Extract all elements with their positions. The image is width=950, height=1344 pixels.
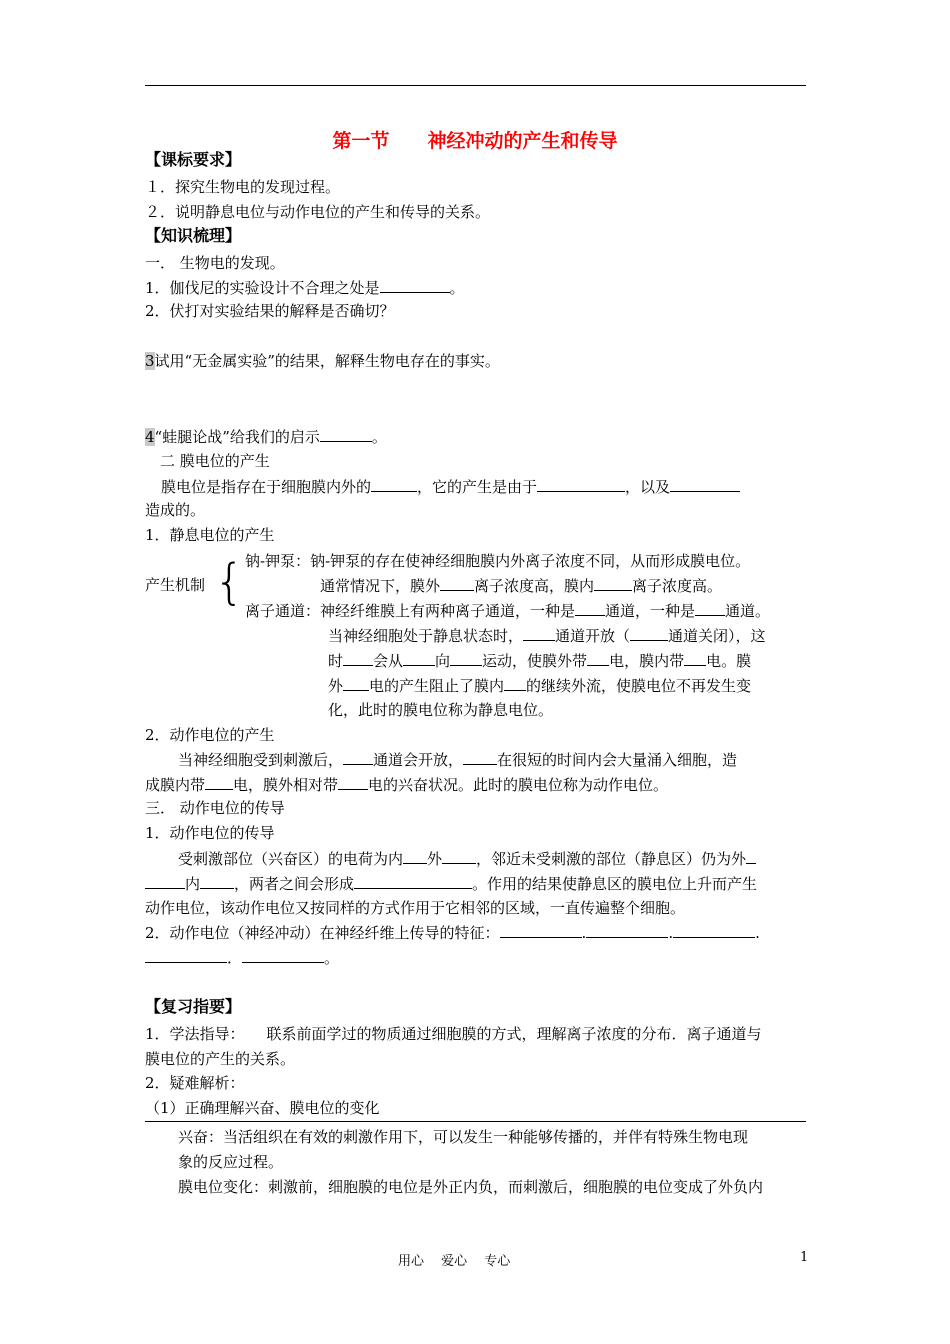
text-span: 时 <box>328 652 344 670</box>
text-line: 钠-钾泵：钠-钾泵的存在使神经细胞膜内外离子浓度不同，从而形成膜电位。 <box>245 552 751 570</box>
text-line <box>145 922 760 943</box>
text-line <box>178 848 756 869</box>
blank-field <box>746 848 756 864</box>
text-line <box>145 873 757 894</box>
text-line <box>145 277 465 298</box>
blank-field <box>440 575 474 591</box>
text-line: 2．动作电位的产生 <box>145 726 275 744</box>
blank-field <box>523 625 555 641</box>
text-line: 膜电位的产生的关系。 <box>145 1050 296 1068</box>
page-title: 第一节 神经冲动的产生和传导 <box>332 130 618 152</box>
text-span: 运动，使膜外带 <box>482 652 588 670</box>
top-rule <box>145 85 806 86</box>
blank-field <box>630 625 668 641</box>
text-line: ２．说明静息电位与动作电位的产生和传导的关系。 <box>145 203 491 221</box>
text-span: 当神经细胞受到刺激后， <box>178 751 344 769</box>
text-span: 外 <box>328 677 344 695</box>
blank-field <box>450 650 482 666</box>
blank-field <box>343 675 369 691</box>
blank-field <box>242 947 324 963</box>
text-span: 通道会开放， <box>373 751 464 769</box>
text-line <box>145 426 387 447</box>
blank-field <box>403 650 435 666</box>
blank-field <box>380 277 450 293</box>
text-span: 电。膜 <box>706 652 752 670</box>
text-line <box>245 600 770 621</box>
section-rule <box>145 1121 806 1122</box>
text-line: 造成的。 <box>145 501 206 519</box>
text-span: 1．伽伐尼的实验设计不合理之处是 <box>145 279 380 297</box>
text-span: 离子浓度高。 <box>632 577 723 595</box>
blank-field <box>343 749 373 765</box>
text-span: 试用“无金属实验”的结果，解释生物电存在的事实。 <box>154 352 500 370</box>
text-span: ，它的产生是由于 <box>417 478 538 496</box>
text-span: 成膜内带 <box>145 776 206 794</box>
text-line <box>145 774 668 795</box>
item-number: 3 <box>145 352 155 370</box>
text-span: 。 <box>324 949 340 967</box>
text-span: 联系前面学过的物质通过细胞膜的方式，理解离子浓度的分布．离子通道与 <box>266 1025 762 1043</box>
text-line: 动作电位，该动作电位又按同样的方式作用于它相邻的区域，一直传遍整个细胞。 <box>145 899 686 917</box>
text-span: 会从 <box>373 652 404 670</box>
text-span: 在很短的时间内会大量涌入细胞，造 <box>497 751 738 769</box>
text-span: ． <box>227 949 243 967</box>
blank-field <box>145 947 227 963</box>
blank-field <box>537 476 625 492</box>
blank-field <box>673 922 755 938</box>
blank-field <box>587 650 609 666</box>
text-span: “蛙腿论战”给我们的启示 <box>154 428 320 446</box>
blank-field <box>320 426 372 442</box>
section-heading-zhishi: 【知识梳理】 <box>145 226 242 245</box>
text-span: 当神经细胞处于静息状态时， <box>328 627 524 645</box>
section-heading-kebiao: 【课标要求】 <box>145 150 242 169</box>
page-number: 1 <box>800 1250 809 1265</box>
blank-field <box>205 774 233 790</box>
blank-field <box>504 675 526 691</box>
text-line <box>320 575 722 596</box>
blank-field <box>371 476 417 492</box>
blank-field <box>200 873 234 889</box>
text-line: 1．静息电位的产生 <box>145 526 275 544</box>
text-span: 的继续外流，使膜电位不再发生变 <box>526 677 752 695</box>
text-span: 通常情况下，膜外 <box>320 577 441 595</box>
text-span: 通道开放（ <box>555 627 631 645</box>
text-span: ，邻近未受刺激的部位（静息区）仍为外 <box>476 850 747 868</box>
text-span: 受刺激部位（兴奋区）的电荷为内 <box>178 850 404 868</box>
text-span: 离子通道：神经纤维膜上有两种离子通道，一种是 <box>245 602 576 620</box>
item-number: 4 <box>145 428 155 446</box>
text-span: 电的产生阻止了膜内 <box>369 677 505 695</box>
text-line <box>178 749 737 770</box>
blank-field <box>463 749 497 765</box>
text-line: 化，此时的膜电位称为静息电位。 <box>328 701 554 719</box>
brace-icon: { <box>214 554 245 610</box>
blank-field <box>500 922 582 938</box>
text-span: 1．学法指导： <box>145 1025 245 1043</box>
text-line <box>328 625 766 646</box>
text-line <box>328 650 751 671</box>
text-line: 一． 生物电的发现。 <box>145 254 285 272</box>
blank-field <box>695 600 725 616</box>
text-span: 。 <box>371 428 387 446</box>
text-span: 电，膜内带 <box>609 652 685 670</box>
text-line: 二 膜电位的产生 <box>160 452 270 470</box>
text-span: 通道。 <box>725 602 771 620</box>
mechanism-label: 产生机制 <box>145 576 206 594</box>
text-line: 兴奋：当活组织在有效的刺激作用下，可以发生一种能够传播的，并伴有特殊生物电现 <box>178 1128 749 1146</box>
text-span: 内 <box>185 875 201 893</box>
footer-motto: 用心 爱心 专心 <box>398 1254 511 1269</box>
text-span: 电的兴奋状况。此时的膜电位称为动作电位。 <box>368 776 669 794</box>
text-line: （1）正确理解兴奋、膜电位的变化 <box>145 1099 380 1117</box>
text-line: 三． 动作电位的传导 <box>145 799 285 817</box>
text-line <box>145 1024 762 1044</box>
text-line: 1．动作电位的传导 <box>145 824 275 842</box>
text-line: 2．疑难解析： <box>145 1074 245 1092</box>
text-span: 通道，一种是 <box>605 602 696 620</box>
blank-field <box>442 848 476 864</box>
blank-field <box>354 873 472 889</box>
text-span: 膜电位是指存在于细胞膜内外的 <box>161 478 372 496</box>
text-span: 向 <box>435 652 451 670</box>
text-span: ，以及 <box>625 478 671 496</box>
text-span: ，两者之间会形成 <box>234 875 355 893</box>
text-span: . <box>668 924 674 942</box>
blank-field <box>684 650 706 666</box>
blank-field <box>594 575 632 591</box>
text-span: 外 <box>427 850 443 868</box>
text-span: 通道关闭），这 <box>668 627 766 645</box>
blank-field <box>403 848 427 864</box>
blank-field <box>338 774 368 790</box>
blank-field <box>586 922 668 938</box>
blank-field <box>670 476 740 492</box>
text-line <box>328 675 751 696</box>
blank-field <box>343 650 373 666</box>
text-span: 离子浓度高，膜内 <box>474 577 595 595</box>
text-line: １．探究生物电的发现过程。 <box>145 178 341 196</box>
text-line: 象的反应过程。 <box>178 1153 284 1171</box>
text-span: . <box>581 924 587 942</box>
text-span: 2．动作电位（神经冲动）在神经纤维上传导的特征： <box>145 924 500 942</box>
text-line <box>145 947 339 968</box>
text-line <box>161 476 740 497</box>
blank-field <box>575 600 605 616</box>
text-span: 。作用的结果使静息区的膜电位上升而产生 <box>472 875 758 893</box>
blank-field <box>145 873 185 889</box>
text-line <box>145 351 500 371</box>
text-span: 电，膜外相对带 <box>233 776 339 794</box>
section-heading-fuxi: 【复习指要】 <box>145 997 242 1016</box>
text-line: 膜电位变化：刺激前，细胞膜的电位是外正内负，而刺激后，细胞膜的电位变成了外负内 <box>178 1178 764 1196</box>
text-span: 。 <box>449 279 465 297</box>
text-line: 2．伏打对实验结果的解释是否确切？ <box>145 302 395 320</box>
text-span: . <box>755 924 760 942</box>
